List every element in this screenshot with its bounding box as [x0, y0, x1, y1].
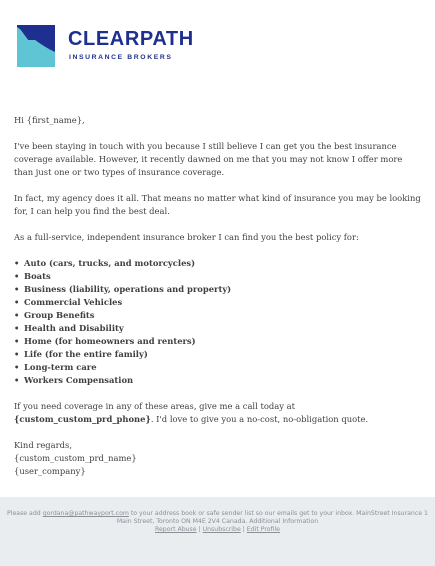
- footer-address: to your address book or safe sender list so our emails get to your inbox. MainStreet Insurance 1 Main Street, Toronto ON M4E 2V4 Canada. Additional Information: [116, 510, 428, 525]
- footer-email-link[interactable]: gordana@pathwayport.com: [42, 510, 129, 517]
- footer-separator: |: [198, 526, 201, 533]
- greeting: Hi {first_name},: [14, 115, 85, 125]
- paragraph-list-lead: As a full-service, independent insurance broker I can find you the best policy for:: [14, 232, 359, 242]
- brand-name: CLEARPATH: [68, 28, 194, 50]
- list-item: • Life (for the entire family): [24, 348, 422, 361]
- cta-phone: {custom_custom_prd_phone}: [14, 414, 151, 424]
- footer-prefix: Please add: [7, 510, 41, 517]
- logo-mark-icon: [16, 24, 56, 68]
- signature-name: {custom_custom_prd_name}: [14, 453, 137, 463]
- email-footer: [0, 497, 435, 566]
- cta-lead: If you need coverage in any of these areas, give me a call today at: [14, 401, 295, 411]
- unsubscribe-link[interactable]: Unsubscribe: [202, 526, 241, 533]
- list-item: • Auto (cars, trucks, and motorcycles): [24, 257, 422, 270]
- list-item: • Group Benefits: [24, 309, 422, 322]
- cta-tail: . I'd love to give you a no-cost, no-obligation quote.: [150, 414, 369, 424]
- report-abuse-link[interactable]: Report Abuse: [154, 526, 197, 533]
- list-item: • Home (for homeowners and renters): [24, 335, 422, 348]
- clearpath-logo: [16, 24, 216, 70]
- coverage-list: [14, 257, 422, 387]
- list-item: • Commercial Vehicles: [24, 296, 422, 309]
- call-to-action: [14, 400, 422, 426]
- signature-closing: Kind regards,: [14, 440, 72, 450]
- paragraph-agency: In fact, my agency does it all. That means no matter what kind of insurance you may be looking for, I can help you find the best deal.: [14, 193, 421, 216]
- list-item: • Workers Compensation: [24, 374, 422, 387]
- list-item: • Health and Disability: [24, 322, 422, 335]
- list-item: • Long-term care: [24, 361, 422, 374]
- paragraph-intro: I've been staying in touch with you because I still believe I can get you the best insurance coverage available. However, it recently dawned on me that you may not know I offer more than just one or two types of insurance coverage.: [14, 141, 403, 177]
- list-item: • Boats: [24, 270, 422, 283]
- footer-separator: |: [242, 526, 245, 533]
- signature: [14, 439, 422, 478]
- signature-company: {user_company}: [14, 466, 86, 476]
- edit-profile-link[interactable]: Edit Profile: [246, 526, 280, 533]
- brand-tagline: INSURANCE BROKERS: [69, 54, 173, 61]
- message-content: [14, 114, 422, 478]
- list-item: • Business (liability, operations and property): [24, 283, 422, 296]
